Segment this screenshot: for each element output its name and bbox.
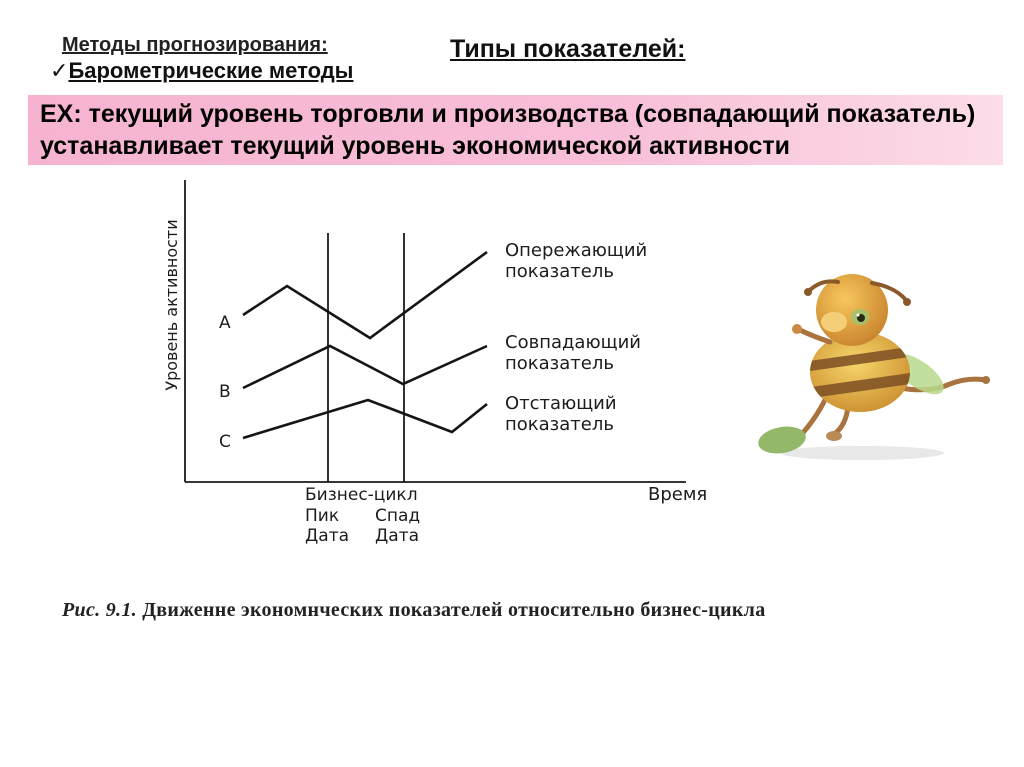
figure-caption-text: Движенне экономнческих показателей относительно бизнес-цикла — [142, 599, 766, 621]
series-c-letter: C — [219, 432, 231, 452]
lagging-label-line-2: показатель — [505, 414, 614, 435]
figure-caption — [62, 597, 766, 623]
bee-eye-icon — [851, 309, 869, 325]
x-axis-label: Время — [648, 484, 708, 505]
business-cycle-label: Бизнес-цикл — [305, 485, 418, 505]
barometric-methods-label: Барометрические методы — [68, 58, 354, 83]
antenna-tip — [903, 298, 911, 306]
series-b-letter: B — [219, 382, 231, 402]
coincident-label-line-2: показатель — [505, 353, 614, 374]
example-text-line-2: устанавливает текущий уровень экономической активности — [40, 132, 791, 160]
example-highlight-box — [28, 95, 1003, 165]
barometric-methods-item — [50, 58, 353, 85]
bee-foot — [826, 431, 842, 441]
bee-hand — [792, 324, 802, 334]
series-a-letter: A — [219, 313, 231, 333]
bee-shadow — [780, 446, 944, 460]
figure-caption-number: Рис. 9.1. — [62, 599, 137, 621]
trough-date-label: Дата — [375, 526, 420, 546]
methods-title: Методы прогнозирования: — [62, 34, 328, 56]
antenna-tip — [804, 288, 812, 296]
lagging-indicator-line — [243, 400, 487, 438]
indicator-types-title: Типы показателей: — [450, 35, 686, 63]
example-text-line-1: ЕХ: текущий уровень торговли и производства (совпадающий показатель) — [40, 100, 976, 128]
y-axis-label: Уровень активности — [162, 219, 181, 391]
bee-toy-icon — [750, 270, 1000, 470]
lagging-label-line-1: Отстающий — [505, 393, 617, 414]
peak-label: Пик — [305, 506, 340, 526]
leading-indicator-line — [243, 252, 487, 338]
leading-label-line-2: показатель — [505, 261, 614, 282]
peak-date-label: Дата — [305, 526, 350, 546]
business-cycle-indicators-diagram — [140, 170, 740, 560]
trough-label: Спад — [375, 506, 421, 526]
bee-foot — [982, 376, 990, 384]
leading-label-line-1: Опережающий — [505, 240, 648, 261]
coincident-label-line-1: Совпадающий — [505, 332, 641, 353]
checkmark-icon: ✓ — [50, 59, 69, 84]
coincident-indicator-line — [243, 346, 487, 388]
